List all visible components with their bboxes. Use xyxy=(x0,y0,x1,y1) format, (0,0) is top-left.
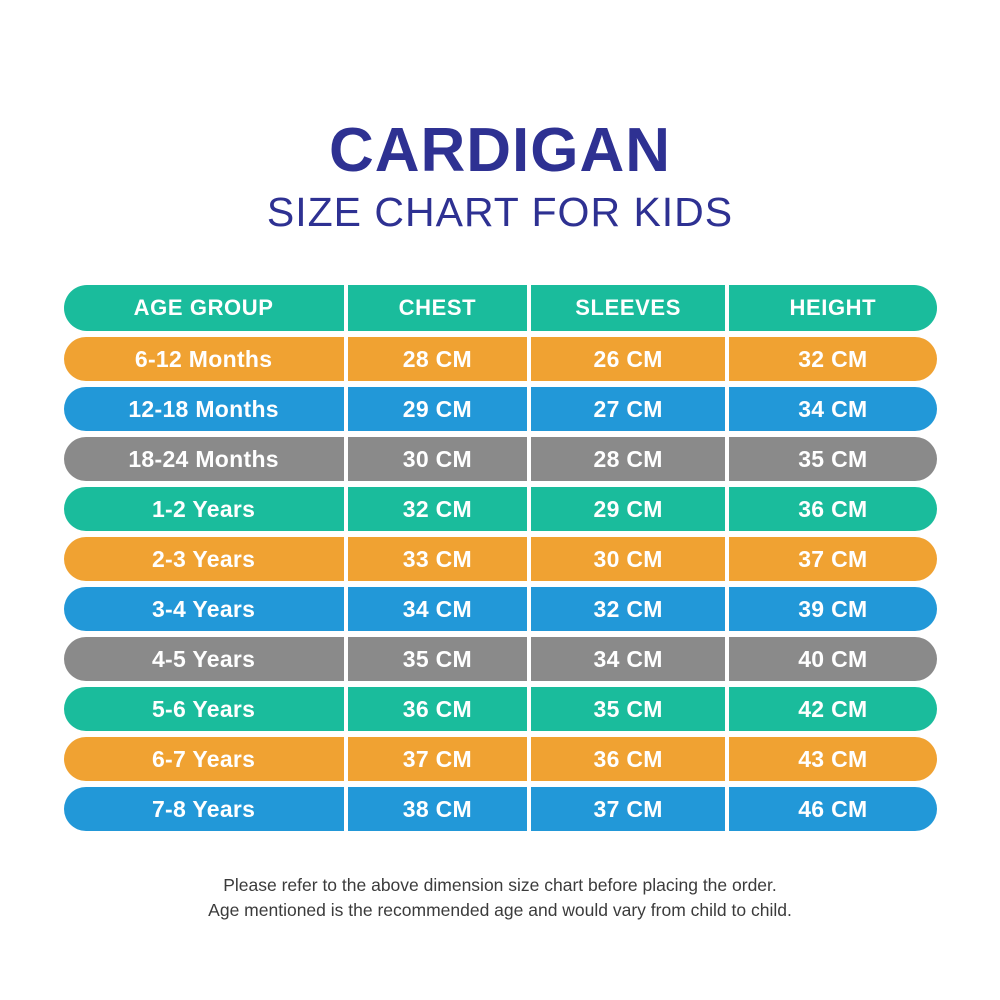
cell-chest: 35 CM xyxy=(344,637,527,681)
table-row xyxy=(64,637,937,681)
table-row xyxy=(64,437,937,481)
cell-age-group: 5-6 Years xyxy=(151,695,256,722)
column-header-height: HEIGHT xyxy=(725,285,936,331)
cell-sleeves: 28 CM xyxy=(527,437,725,481)
cell-age-group: 3-4 Years xyxy=(151,595,256,622)
cell-chest: 30 CM xyxy=(344,437,527,481)
footer-note xyxy=(0,873,1000,923)
column-header-chest: CHEST xyxy=(344,285,527,331)
cell-height: 46 CM xyxy=(725,787,936,831)
table-header-row xyxy=(64,285,937,331)
cell-sleeves: 26 CM xyxy=(527,337,725,381)
cell-height: 42 CM xyxy=(725,687,936,731)
cell-sleeves: 29 CM xyxy=(527,487,725,531)
column-header-age-group: AGE GROUP xyxy=(133,295,274,320)
cell-sleeves: 36 CM xyxy=(527,737,725,781)
table-row xyxy=(64,687,937,731)
table-row xyxy=(64,537,937,581)
table-row xyxy=(64,337,937,381)
column-header-sleeves: SLEEVES xyxy=(527,285,725,331)
cell-sleeves: 35 CM xyxy=(527,687,725,731)
cell-age-group: 18-24 Months xyxy=(128,445,279,472)
cell-age-group: 6-7 Years xyxy=(151,745,256,772)
size-chart-table xyxy=(64,285,937,831)
page-subtitle: SIZE CHART FOR KIDS xyxy=(266,189,734,235)
table-row xyxy=(64,587,937,631)
cell-sleeves: 32 CM xyxy=(527,587,725,631)
footer-note-line-1: Please refer to the above dimension size chart before placing the order. xyxy=(223,875,777,895)
cell-chest: 38 CM xyxy=(344,787,527,831)
cell-height: 37 CM xyxy=(725,537,936,581)
table-row xyxy=(64,737,937,781)
cell-height: 36 CM xyxy=(725,487,936,531)
cell-chest: 33 CM xyxy=(344,537,527,581)
table-row xyxy=(64,387,937,431)
cell-height: 35 CM xyxy=(725,437,936,481)
cell-height: 43 CM xyxy=(725,737,936,781)
cell-age-group: 1-2 Years xyxy=(151,495,256,522)
cell-age-group: 6-12 Months xyxy=(134,345,273,372)
cell-sleeves: 34 CM xyxy=(527,637,725,681)
cell-sleeves: 30 CM xyxy=(527,537,725,581)
cell-age-group: 7-8 Years xyxy=(151,795,256,822)
page-title: CARDIGAN xyxy=(328,116,672,185)
cell-age-group: 4-5 Years xyxy=(151,645,256,672)
table-body xyxy=(64,337,937,831)
table-row xyxy=(64,487,937,531)
cell-chest: 29 CM xyxy=(344,387,527,431)
cell-age-group: 2-3 Years xyxy=(151,545,256,572)
cell-height: 40 CM xyxy=(725,637,936,681)
cell-chest: 34 CM xyxy=(344,587,527,631)
table-row xyxy=(64,787,937,831)
cell-chest: 32 CM xyxy=(344,487,527,531)
cell-chest: 28 CM xyxy=(344,337,527,381)
cell-age-group: 12-18 Months xyxy=(128,395,279,422)
cell-chest: 36 CM xyxy=(344,687,527,731)
title-block xyxy=(0,116,1000,235)
cell-sleeves: 27 CM xyxy=(527,387,725,431)
cell-height: 32 CM xyxy=(725,337,936,381)
cell-height: 39 CM xyxy=(725,587,936,631)
cell-chest: 37 CM xyxy=(344,737,527,781)
footer-note-line-2: Age mentioned is the recommended age and would vary from child to child. xyxy=(208,900,792,920)
cell-sleeves: 37 CM xyxy=(527,787,725,831)
cell-height: 34 CM xyxy=(725,387,936,431)
